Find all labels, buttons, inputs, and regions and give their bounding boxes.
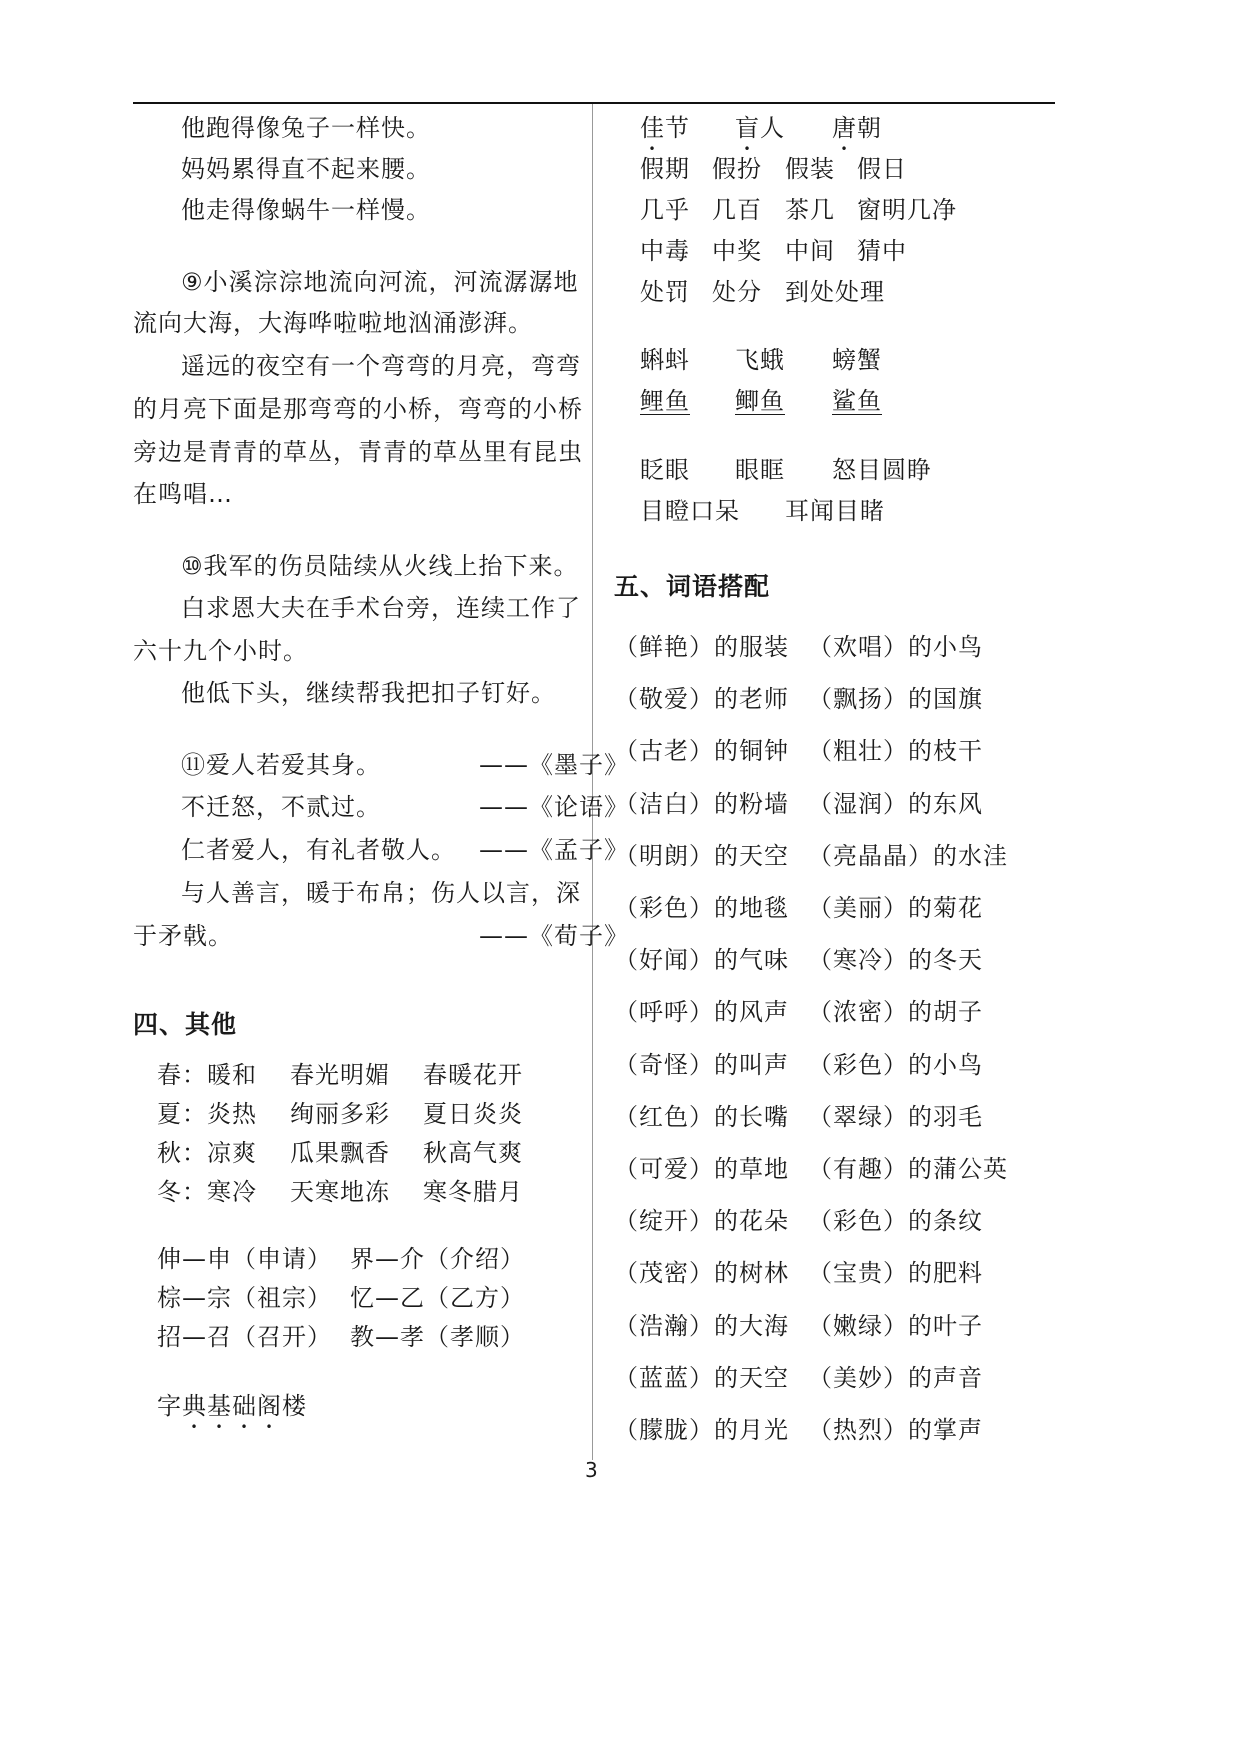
season-word: 春暖花开 — [423, 1061, 523, 1089]
collocation: （好闻）的气味 — [614, 946, 789, 975]
quote-source: ——《孟子》 — [479, 836, 629, 864]
collocation: （有趣）的蒲公英 — [808, 1155, 1008, 1183]
collocation: （寒冷）的冬天 — [808, 946, 983, 975]
collocation: （洁白）的粉墙 — [614, 789, 789, 818]
collocation: （嫩绿）的叶子 — [808, 1311, 983, 1340]
eye-word: 目瞪口呆 — [640, 497, 740, 525]
collocation: （敬爱）的老师 — [614, 685, 789, 714]
collocation: （浩瀚）的大海 — [614, 1311, 789, 1340]
char-pair: 教—孝（孝顺） — [350, 1323, 525, 1351]
polyphone-word: 中毒 — [640, 237, 690, 265]
polyphone-word: 假期 — [640, 155, 690, 183]
polyphone-word: 盲人 — [735, 114, 785, 142]
eye-word: 怒目圆睁 — [832, 456, 932, 484]
eye-word: 眼眶 — [735, 456, 785, 484]
eye-word: 耳闻目睹 — [785, 497, 885, 525]
collocation: （鲜艳）的服装 — [614, 633, 789, 661]
animal-word: 鲫鱼 — [735, 387, 785, 415]
polyphone-word: 窗明几净 — [857, 196, 957, 224]
quote-line: ⑪爱人若爱其身。 — [181, 751, 381, 779]
text-line: 妈妈累得直不起来腰。 — [181, 155, 431, 183]
season-word: 瓜果飘香 — [290, 1139, 390, 1167]
collocation: （彩色）的小鸟 — [808, 1050, 983, 1079]
text-line: 六十九个小时。 — [133, 637, 308, 665]
polyphone-word: 猜中 — [857, 237, 907, 265]
char-pair: 界—介（介绍） — [350, 1245, 525, 1273]
page-number: 3 — [585, 1458, 598, 1482]
season-word: 春：暖和 — [157, 1061, 257, 1089]
season-word: 夏：炎热 — [157, 1100, 257, 1128]
polyphone-word: 几乎 — [640, 196, 690, 224]
collocation: （美丽）的菊花 — [808, 894, 983, 922]
collocation: （美妙）的声音 — [808, 1363, 983, 1392]
section-heading: 五、词语搭配 — [614, 572, 771, 601]
quote-line: 仁者爱人，有礼者敬人。 — [181, 836, 456, 864]
section-heading: 四、其他 — [133, 1010, 238, 1039]
season-word: 寒冬腊月 — [423, 1178, 523, 1206]
season-word: 冬：寒冷 — [157, 1178, 257, 1206]
collocation: （绽开）的花朵 — [614, 1207, 789, 1236]
collocation: （粗壮）的枝干 — [808, 737, 983, 766]
animal-word: 鲨鱼 — [832, 387, 882, 415]
collocation: （浓密）的胡子 — [808, 998, 983, 1027]
collocation: （茂密）的树林 — [614, 1259, 789, 1288]
season-word: 春光明媚 — [290, 1061, 390, 1089]
text-line: 他走得像蜗牛一样慢。 — [181, 196, 431, 224]
eye-word: 眨眼 — [640, 456, 690, 484]
char-pair: 忆—乙（乙方） — [350, 1284, 525, 1312]
polyphone-word: 假装 — [785, 155, 835, 183]
animal-word: 飞蛾 — [735, 346, 785, 374]
text-line: 他跑得像兔子一样快。 — [181, 114, 431, 142]
season-word: 秋：凉爽 — [157, 1139, 257, 1167]
season-word: 天寒地冻 — [290, 1178, 390, 1206]
collocation: （蓝蓝）的天空 — [614, 1363, 789, 1392]
collocation: （亮晶晶）的水洼 — [808, 841, 1008, 870]
quote-source: ——《墨子》 — [479, 751, 629, 779]
char-pair: 招—召（召开） — [157, 1323, 332, 1351]
text-line: 遥远的夜空有一个弯弯的月亮，弯弯 — [181, 352, 581, 380]
collocation: （欢唱）的小鸟 — [808, 633, 983, 661]
collocation: （彩色）的地毯 — [614, 894, 789, 922]
collocation: （明朗）的天空 — [614, 841, 789, 870]
collocation: （飘扬）的国旗 — [808, 685, 983, 714]
polyphone-word: 茶几 — [785, 196, 835, 224]
season-word: 秋高气爽 — [423, 1139, 523, 1167]
text-line: 他低下头，继续帮我把扣子钉好。 — [181, 679, 556, 707]
polyphone-word: 处分 — [712, 278, 762, 306]
text-line: 流向大海，大海哗啦啦地汹涌澎湃。 — [133, 309, 533, 337]
quote-line: 于矛戟。 — [133, 922, 233, 950]
column-divider — [592, 104, 593, 1460]
collocation: （翠绿）的羽毛 — [808, 1102, 983, 1131]
dotted-word: 字典基础阁楼 — [157, 1392, 307, 1420]
char-pair: 棕—宗（祖宗） — [157, 1284, 332, 1312]
text-line: ⑩我军的伤员陆续从火线上抬下来。 — [181, 552, 579, 580]
text-line: ⑨小溪淙淙地流向河流，河流潺潺地 — [181, 268, 579, 296]
polyphone-word: 中间 — [785, 237, 835, 265]
collocation: （奇怪）的叫声 — [614, 1050, 789, 1079]
collocation: （呼呼）的风声 — [614, 998, 789, 1027]
polyphone-word: 到处处理 — [785, 278, 885, 306]
polyphone-word: 唐朝 — [832, 114, 882, 142]
header-rule — [133, 102, 1055, 104]
collocation: （热烈）的掌声 — [808, 1416, 983, 1444]
animal-word: 鲤鱼 — [640, 387, 690, 415]
season-word: 夏日炎炎 — [423, 1100, 523, 1128]
quote-line: 与人善言，暖于布帛；伤人以言，深 — [181, 879, 581, 907]
collocation: （红色）的长嘴 — [614, 1102, 789, 1131]
text-line: 旁边是青青的草丛，青青的草丛里有昆虫 — [133, 438, 583, 466]
polyphone-word: 处罚 — [640, 278, 690, 306]
polyphone-word: 假扮 — [712, 155, 762, 183]
polyphone-word: 几百 — [712, 196, 762, 224]
polyphone-word: 佳节 — [640, 114, 690, 142]
collocation: （宝贵）的肥料 — [808, 1259, 983, 1288]
quote-source: ——《论语》 — [479, 793, 629, 821]
polyphone-word: 中奖 — [712, 237, 762, 265]
animal-word: 螃蟹 — [832, 346, 882, 374]
quote-source: ——《荀子》 — [479, 922, 629, 950]
text-line: 的月亮下面是那弯弯的小桥，弯弯的小桥 — [133, 395, 583, 423]
char-pair: 伸—申（申请） — [157, 1245, 332, 1273]
season-word: 绚丽多彩 — [290, 1100, 390, 1128]
collocation: （可爱）的草地 — [614, 1155, 789, 1183]
text-line: 白求恩大夫在手术台旁，连续工作了 — [181, 594, 581, 622]
collocation: （朦胧）的月光 — [614, 1416, 789, 1444]
polyphone-word: 假日 — [857, 155, 907, 183]
collocation: （彩色）的条纹 — [808, 1207, 983, 1236]
quote-line: 不迁怒，不贰过。 — [181, 793, 381, 821]
collocation: （湿润）的东风 — [808, 789, 983, 818]
collocation: （古老）的铜钟 — [614, 737, 789, 766]
text-line: 在鸣唱… — [133, 480, 233, 508]
animal-word: 蝌蚪 — [640, 346, 690, 374]
